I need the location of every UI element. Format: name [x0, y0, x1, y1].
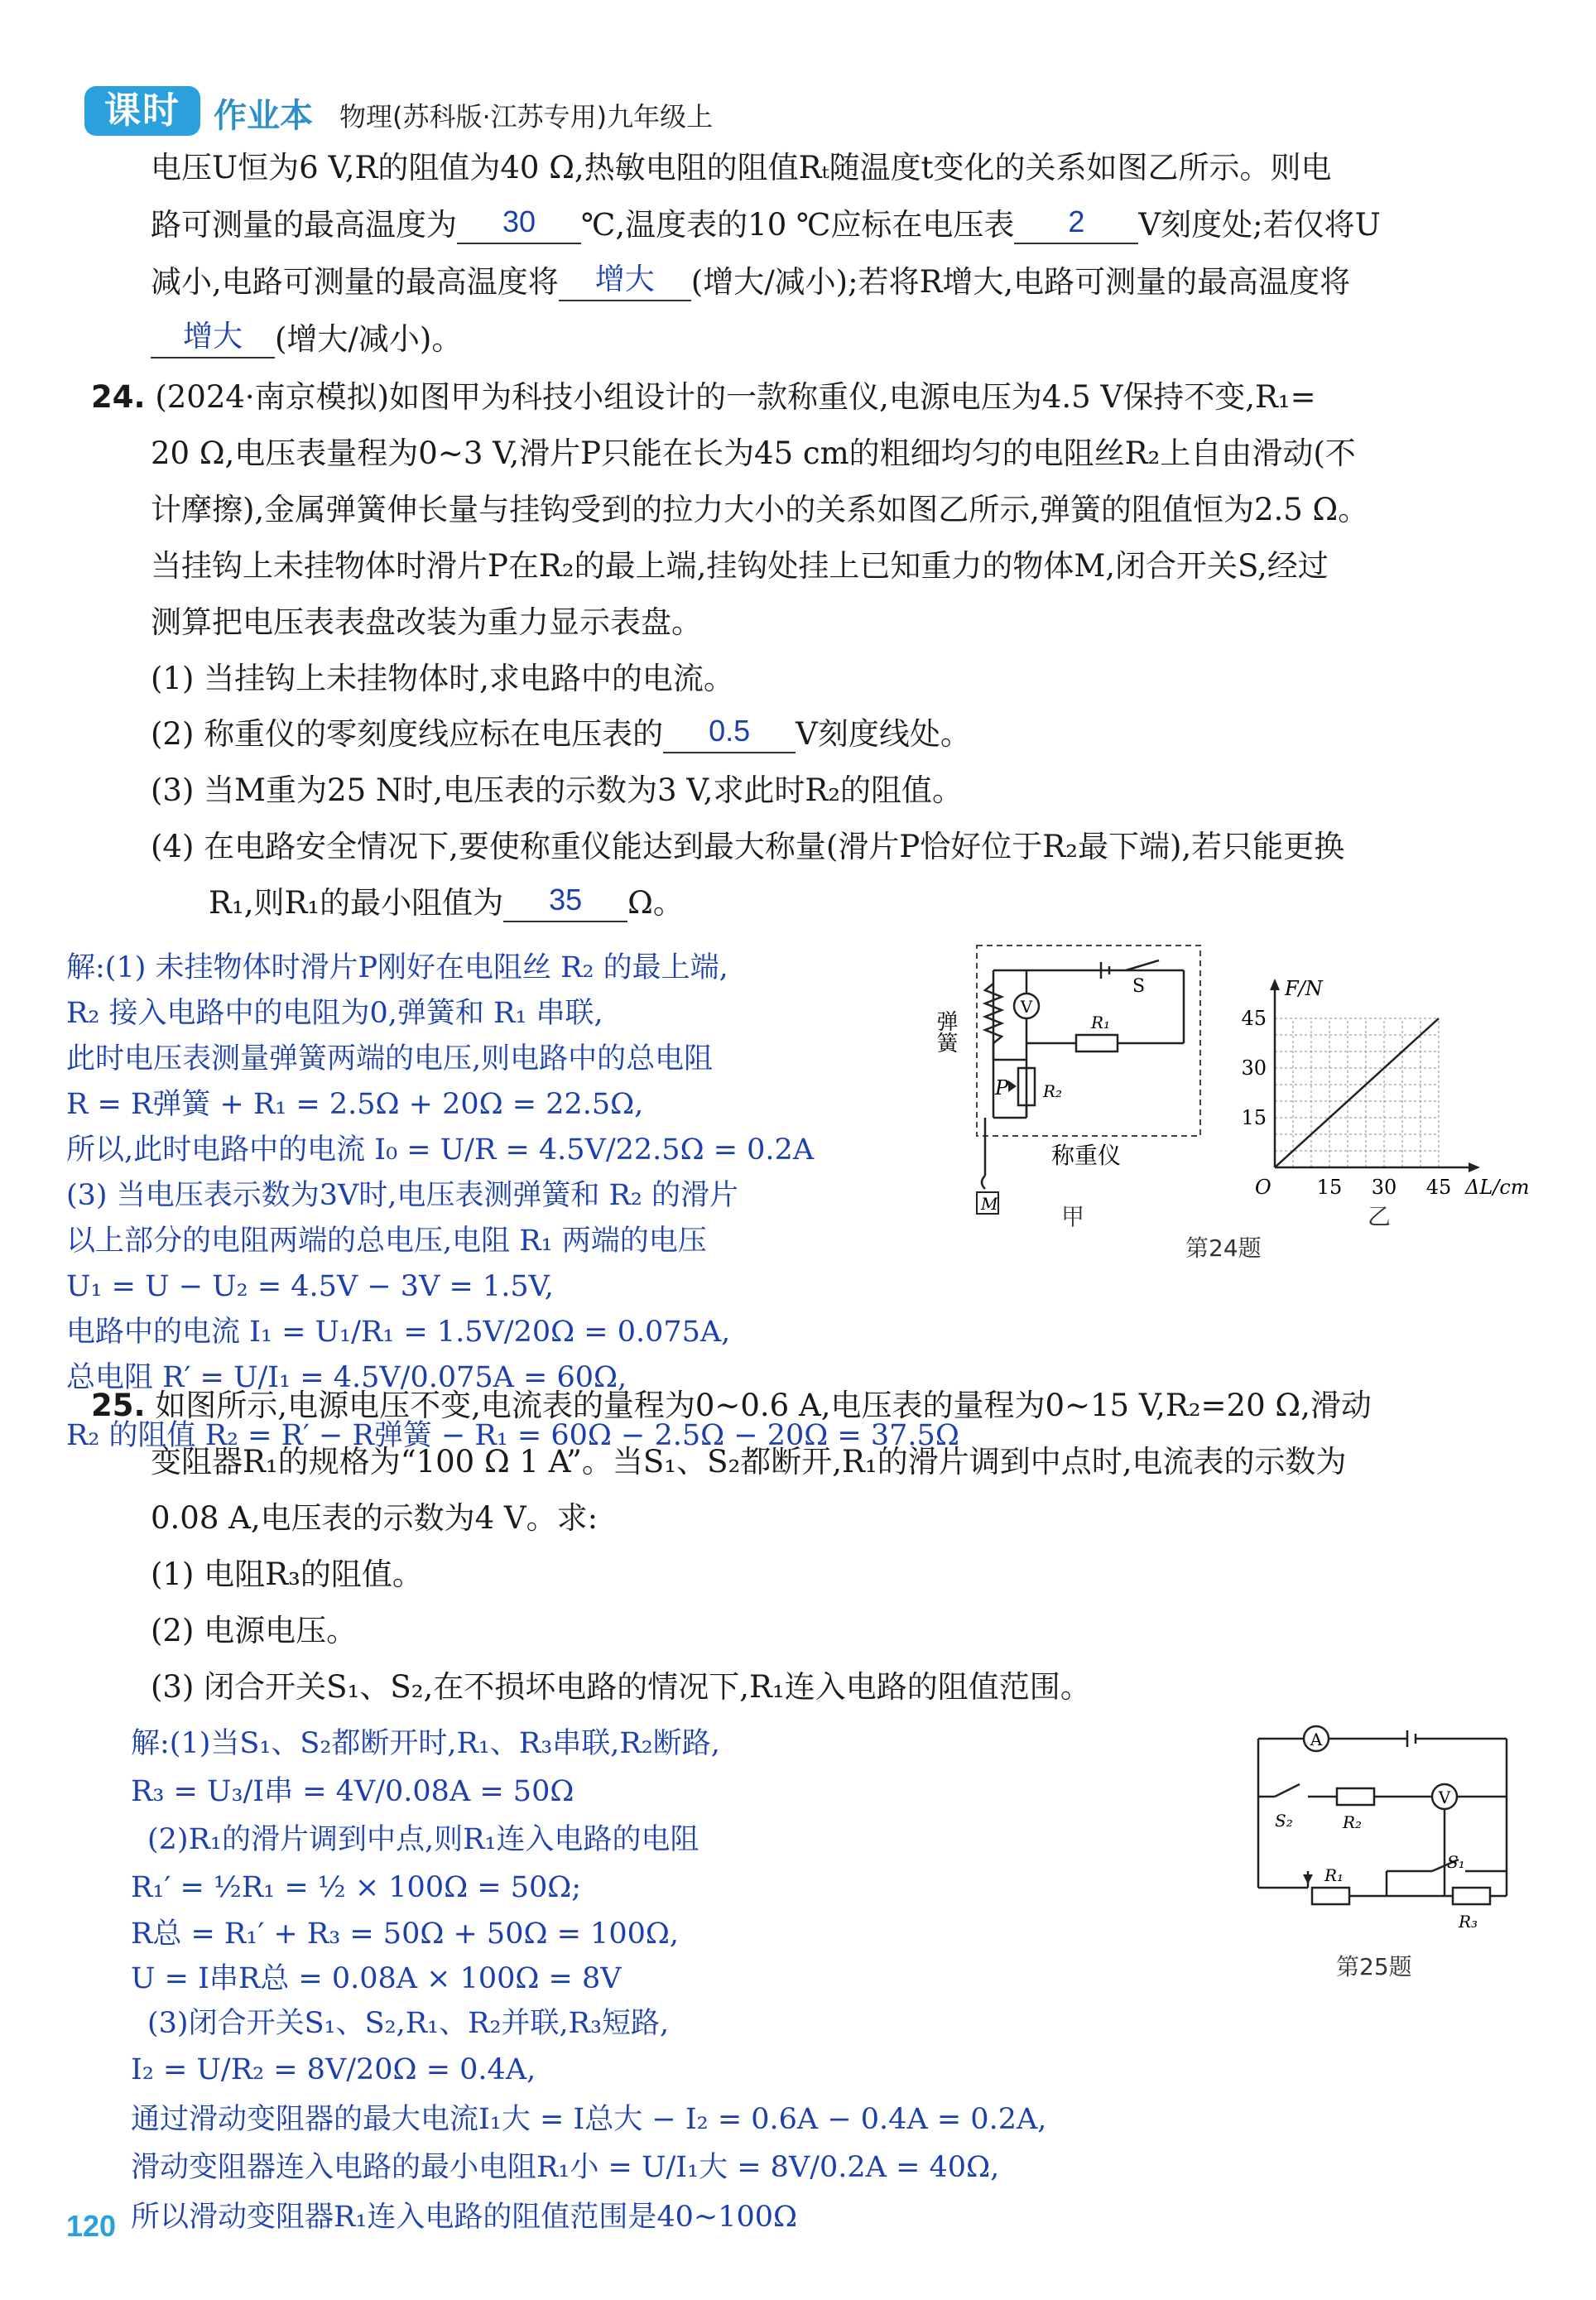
q23-line3 — [151, 262, 1350, 305]
voltmeter-label: V — [1438, 1788, 1451, 1807]
switch-label: S — [1132, 976, 1146, 997]
ammeter-label: A — [1310, 1730, 1323, 1749]
q23-blank-3: 增大 — [559, 258, 691, 301]
r2-label: R₂ — [1343, 1812, 1363, 1832]
r2-label: R₂ — [1043, 1081, 1063, 1101]
q23-text: (增大/减小)。 — [275, 321, 463, 357]
q24-force-extension-chart — [1225, 969, 1556, 1209]
q23-text: 减小,电路可测量的最高温度将 — [151, 264, 559, 300]
q24-part2 — [151, 714, 971, 757]
object-m-label: M — [981, 1194, 998, 1214]
y-tick-label: 45 — [1241, 1007, 1267, 1030]
q24-solution-line: 电路中的电流 I₁ = U₁/R₁ = 1.5V/20Ω = 0.075A, — [66, 1316, 731, 1349]
q24-text: V刻度线处。 — [796, 716, 971, 752]
x-tick-label: 15 — [1316, 1176, 1343, 1199]
q25-solution-line: 滑动变阻器连入电路的最小电阻R₁小 = U/I₁大 = 8V/0.2A = 40Ω, — [131, 2151, 1000, 2184]
q24-part4-line2 — [209, 883, 684, 926]
q23-blank-4: 增大 — [151, 315, 275, 358]
q24-solution-line: R = R弹簧 + R₁ = 2.5Ω + 20Ω = 22.5Ω, — [66, 1088, 644, 1121]
spring-symbol — [985, 984, 1002, 1043]
q24-solution-line: 以上部分的电阻两端的总电压,电阻 R₁ 两端的电压 — [66, 1225, 707, 1258]
q24-solution-line: 所以,此时电路中的电流 I₀ = U/R = 4.5V/22.5Ω = 0.2A — [66, 1133, 815, 1167]
y-tick-label: 30 — [1241, 1056, 1267, 1080]
figure-yi-label: 乙 — [1368, 1203, 1392, 1230]
q25-part1: (1) 电阻R₃的阻值。 — [151, 1557, 423, 1592]
q24-part4-line1: (4) 在电路安全情况下,要使称重仪能达到最大称量(滑片P恰好位于R₂最下端),若只能更换 — [151, 829, 1345, 864]
slider-p-label: P — [995, 1076, 1009, 1099]
x-axis-label: ΔL/cm — [1465, 1176, 1530, 1199]
q25-solution-line: 解:(1)当S₁、S₂都断开时,R₁、R₃串联,R₂断路, — [131, 1727, 720, 1760]
r1-label: R₁ — [1324, 1865, 1344, 1885]
figure-jia-label: 甲 — [1061, 1203, 1085, 1230]
spring-label: 弹簧 — [933, 1010, 958, 1053]
voltmeter-label: V — [1020, 997, 1033, 1017]
q25-line1 — [91, 1385, 1372, 1427]
q25-text: 如图所示,电源电压不变,电流表的量程为0~0.6 A,电压表的量程为0~15 V,R₂=20 Ω,滑动 — [155, 1388, 1372, 1423]
switch-s2 — [1275, 1784, 1300, 1797]
y-axis-label: F/N — [1285, 977, 1323, 1000]
q25-line2: 变阻器R₁的规格为“100 Ω 1 A”。当S₁、S₂都断开,R₁的滑片调到中点时,电流表的示数为 — [151, 1444, 1347, 1480]
slider-p-arrow — [1008, 1080, 1017, 1092]
q24-solution-line: 总电阻 R′ = U/I₁ = 4.5V/0.075A = 60Ω, — [66, 1361, 627, 1394]
q23-text: (增大/减小);若将R增大,电路可测量的最高温度将 — [690, 264, 1351, 300]
q23-blank-1: 30 — [457, 201, 581, 244]
q23-line4 — [151, 319, 462, 362]
q23-text: 路可测量的最高温度为 — [151, 207, 457, 243]
q25-circuit-diagram — [1242, 1722, 1523, 1954]
r1-rheostat — [1312, 1888, 1349, 1904]
q25-part2: (2) 电源电压。 — [151, 1613, 358, 1648]
device-label: 称重仪 — [1051, 1142, 1122, 1169]
device-dashed-box — [977, 946, 1200, 1136]
rheostat-slider-arrow — [1303, 1874, 1313, 1884]
q23-blank-2: 2 — [1014, 201, 1138, 244]
q25-caption: 第25题 — [1336, 1953, 1412, 1980]
q25-solution-line: (2)R₁的滑片调到中点,则R₁连入电路的电阻 — [147, 1823, 699, 1856]
q24-line1 — [91, 377, 1316, 418]
q23-text: ℃,温度表的10 ℃应标在电压表 — [581, 207, 1015, 243]
q24-text: R₁,则R₁的最小阻值为 — [209, 885, 504, 921]
q25-line3: 0.08 A,电压表的示数为4 V。求: — [151, 1500, 598, 1536]
s2-label: S₂ — [1275, 1811, 1293, 1831]
q24-solution-line: R₂ 接入电路中的电阻为0,弹簧和 R₁ 串联, — [66, 997, 603, 1030]
q25-solution-line: 所以滑动变阻器R₁连入电路的阻值范围是40~100Ω — [131, 2201, 798, 2234]
r3-resistor — [1453, 1888, 1490, 1904]
q24-part3: (3) 当M重为25 N时,电压表的示数为3 V,求此时R₂的阻值。 — [151, 772, 964, 808]
r1-label: R₁ — [1091, 1013, 1111, 1032]
x-tick-label: 30 — [1371, 1176, 1397, 1199]
q25-part3: (3) 闭合开关S₁、S₂,在不损坏电路的情况下,R₁连入电路的阻值范围。 — [151, 1669, 1091, 1705]
r3-label: R₃ — [1459, 1912, 1478, 1932]
series-line-force — [1275, 1018, 1439, 1167]
page-number: 120 — [66, 2209, 117, 2243]
q24-blank-1: 0.5 — [663, 710, 796, 753]
q24-circuit-diagram — [911, 927, 1225, 1242]
header-book-title: 作业本 — [214, 97, 313, 135]
q23-line1: 电压U恒为6 V,R的阻值为40 Ω,热敏电阻的阻值Rₜ随温度t变化的关系如图乙所示。则电 — [151, 150, 1332, 185]
q24-line5: 测算把电压表表盘改装为重力显示表盘。 — [151, 604, 702, 640]
q25-solution-line: R₃ = U₃/I串 = 4V/0.08A = 50Ω — [131, 1775, 574, 1808]
q25-solution-line: R₁′ = ½R₁ = ½ × 100Ω = 50Ω; — [131, 1871, 582, 1904]
q24-line3: 计摩擦),金属弹簧伸长量与挂钩受到的拉力大小的关系如图乙所示,弹簧的阻值恒为2.5 Ω。 — [151, 492, 1369, 527]
q23-text: V刻度处;若仅将U — [1138, 207, 1381, 243]
x-tick-label: 45 — [1425, 1176, 1452, 1199]
q24-text: (2024·南京模拟)如图甲为科技小组设计的一款称重仪,电源电压为4.5 V保持不变,R₁= — [155, 379, 1316, 415]
q24-solution-line: U₁ = U − U₂ = 4.5V − 3V = 1.5V, — [66, 1270, 554, 1303]
r1-resistor — [1076, 1035, 1118, 1051]
q25-solution-line: 通过滑动变阻器的最大电流I₁大 = I总大 − I₂ = 0.6A − 0.4A = 0.2A, — [131, 2103, 1047, 2136]
q24-part1: (1) 当挂钩上未挂物体时,求电路中的电流。 — [151, 661, 734, 696]
q25-solution-line: R总 = R₁′ + R₃ = 50Ω + 50Ω = 100Ω, — [131, 1917, 680, 1951]
y-axis-arrow — [1270, 979, 1280, 990]
q24-solution-line: 解:(1) 未挂物体时滑片P刚好在电阻丝 R₂ 的最上端, — [66, 951, 728, 984]
q23-line2 — [151, 204, 1381, 248]
y-tick-label: 15 — [1241, 1106, 1267, 1129]
q24-solution-line: (3) 当电压表示数为3V时,电压表测弹簧和 R₂ 的滑片 — [66, 1179, 739, 1212]
hook-symbol — [982, 1176, 985, 1189]
q24-text: Ω。 — [627, 885, 684, 921]
x-axis-arrow — [1469, 1162, 1480, 1172]
q25-solution-line: (3)闭合开关S₁、S₂,R₁、R₂并联,R₃短路, — [147, 2007, 670, 2040]
q25-solution-line: U = I串R总 = 0.08A × 100Ω = 8V — [131, 1962, 622, 1995]
q24-caption: 第24题 — [1185, 1234, 1262, 1262]
header-subtitle: 物理(苏科版·江苏专用)九年级上 — [339, 101, 714, 132]
q24-line2: 20 Ω,电压表量程为0~3 V,滑片P只能在长为45 cm的粗细均匀的电阻丝R₂上自由滑动(不 — [151, 435, 1356, 471]
switch-s — [1126, 960, 1159, 970]
q24-solution-line: 此时电压表测量弹簧两端的电压,则电路中的总电阻 — [66, 1042, 714, 1075]
q24-blank-2: 35 — [503, 879, 627, 922]
q24-text: (2) 称重仪的零刻度线应标在电压表的 — [151, 716, 664, 752]
r2-resistor — [1337, 1788, 1374, 1805]
q24-number: 24. — [91, 379, 146, 415]
q24-line4: 当挂钩上未挂物体时滑片P在R₂的最上端,挂钩处挂上已知重力的物体M,闭合开关S,经过 — [151, 548, 1329, 584]
origin-label: O — [1255, 1176, 1272, 1199]
q25-number: 25. — [91, 1388, 146, 1423]
q25-solution-line: I₂ = U/R₂ = 8V/20Ω = 0.4A, — [131, 2053, 536, 2086]
s1-label: S₁ — [1447, 1852, 1465, 1872]
header-badge: 课时 — [84, 86, 200, 136]
q24-solution-line: R₂ 的阻值 R₂ = R′ − R弹簧 − R₁ = 60Ω − 2.5Ω − 20Ω = 37.5Ω — [66, 1419, 959, 1452]
